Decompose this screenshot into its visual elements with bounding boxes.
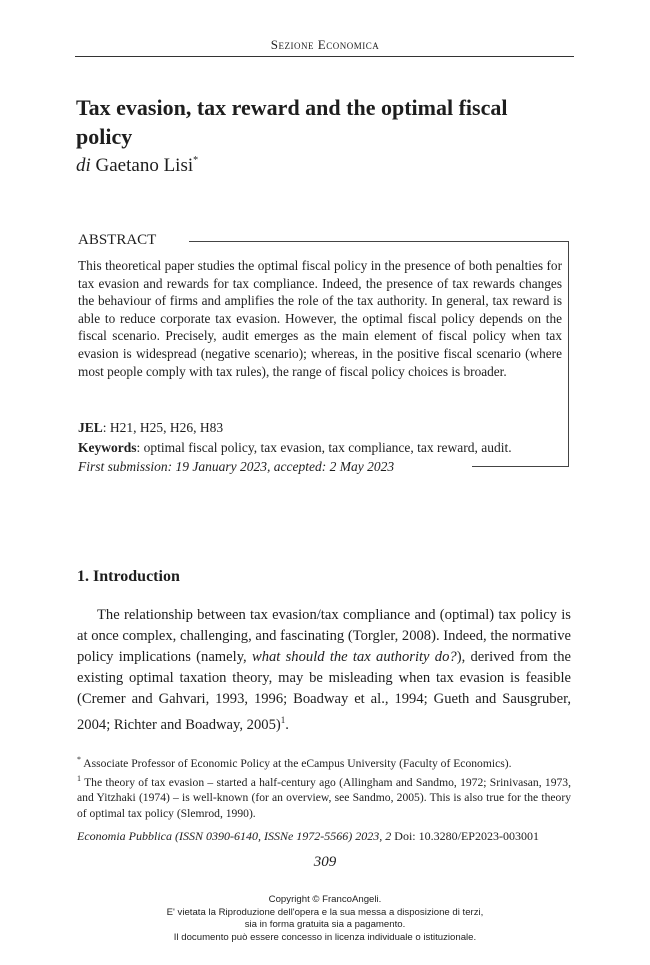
author-line [76, 155, 198, 177]
keywords [78, 440, 512, 456]
intro-paragraph [77, 605, 571, 736]
intro-emphasis: what should the tax authority do? [251, 649, 457, 665]
keywords-label: Keywords [78, 440, 137, 455]
intro-text-part1: The relationship between tax evasion/tax compliance and (optimal) tax policy is at once complex, challenging, and fascinating (Torgler, 2008). Indeed, the normative policy implications (namely, [77, 607, 571, 665]
page-number: 309 [313, 854, 337, 870]
journal-reference: Economia Pubblica (ISSN 0390-6140, ISSNe 1972-5566) 2023, 2 [77, 829, 392, 843]
doi: Doi: 10.3280/EP2023-003001 [391, 829, 539, 843]
abstract-label: ABSTRACT [78, 232, 157, 248]
introduction-body [77, 605, 571, 736]
copyright-notice [0, 894, 650, 944]
footnote-1 [77, 771, 571, 821]
intro-text-part2: ), derived from the existing optimal taxation theory, may be misleading when tax evasion is feasible (Cremer and Gahvari, 1993, 1996; Boadway et al., 1994; Gueth and Sausgruber, 2004; Richter and Boadway, 2005) [77, 649, 571, 733]
author-footnote-mark: * [193, 155, 199, 166]
paper-title: Tax evasion, tax reward and the optimal fiscal policy [76, 95, 508, 149]
footnote-star-text: Associate Professor of Economic Policy at the eCampus University (Faculty of Economics). [81, 756, 512, 770]
copyright-line: Il documento può essere concesso in licenza individuale o istituzionale. [173, 931, 477, 943]
jel-value: : H21, H25, H26, H83 [102, 420, 224, 435]
abstract-rule-top [189, 241, 569, 242]
jel-codes [78, 420, 223, 436]
author-name: Gaetano Lisi [95, 155, 194, 176]
jel-label: JEL [78, 420, 103, 435]
abstract-rule-bottom [472, 466, 569, 467]
copyright-line: sia in forma gratuita sia a pagamento. [244, 919, 406, 930]
copyright-line: Copyright © FrancoAngeli. [268, 894, 382, 905]
author-prefix: di [76, 155, 91, 176]
copyright-line: E' vietata la Riproduzione dell'opera e la sua messa a disposizione di terzi, [166, 906, 484, 918]
footnote-ref-1: 1 [280, 715, 286, 725]
abstract-rule-right [568, 241, 569, 467]
journal-citation [77, 829, 539, 844]
keywords-value: : optimal fiscal policy, tax evasion, tax compliance, tax reward, audit. [136, 440, 512, 455]
abstract-text: This theoretical paper studies the optimal fiscal policy in the presence of both penalties for tax evasion and rewards for tax compliance. Indeed, the presence of tax rewards changes the behaviour of firms and amplifies the role of the tax authority. In general, tax reward is able to reduce corporate tax evasion. However, the optimal fiscal policy depends on the fiscal scenario. Precisely, audit emerges as the main element of fiscal policy when tax evasion is widespread (negative scenario); whereas, in the positive fiscal scenario (where most people comply with tax rules), the range of fiscal policy choices is broader. [78, 258, 562, 379]
section-heading: 1. Introduction [77, 568, 180, 585]
header-rule [75, 56, 574, 57]
running-header: Sezione Economica [270, 37, 380, 52]
footnote-star [77, 752, 571, 771]
submission-dates: First submission: 19 January 2023, accepted: 2 May 2023 [78, 459, 395, 474]
footnote-star-mark: * [77, 755, 81, 764]
footnote-1-text: The theory of tax evasion – started a half-century ago (Allingham and Sandmo, 1972; Srinivasan, 1973, and Yitzhaki (1974) – is well-known (for an overview, see Sandmo, 2005). This is also true for the theory of optimal tax policy (Slemrod, 1990). [77, 776, 571, 820]
intro-text-end: . [285, 716, 289, 733]
footnote-1-mark: 1 [77, 774, 81, 784]
footnotes [77, 752, 571, 821]
